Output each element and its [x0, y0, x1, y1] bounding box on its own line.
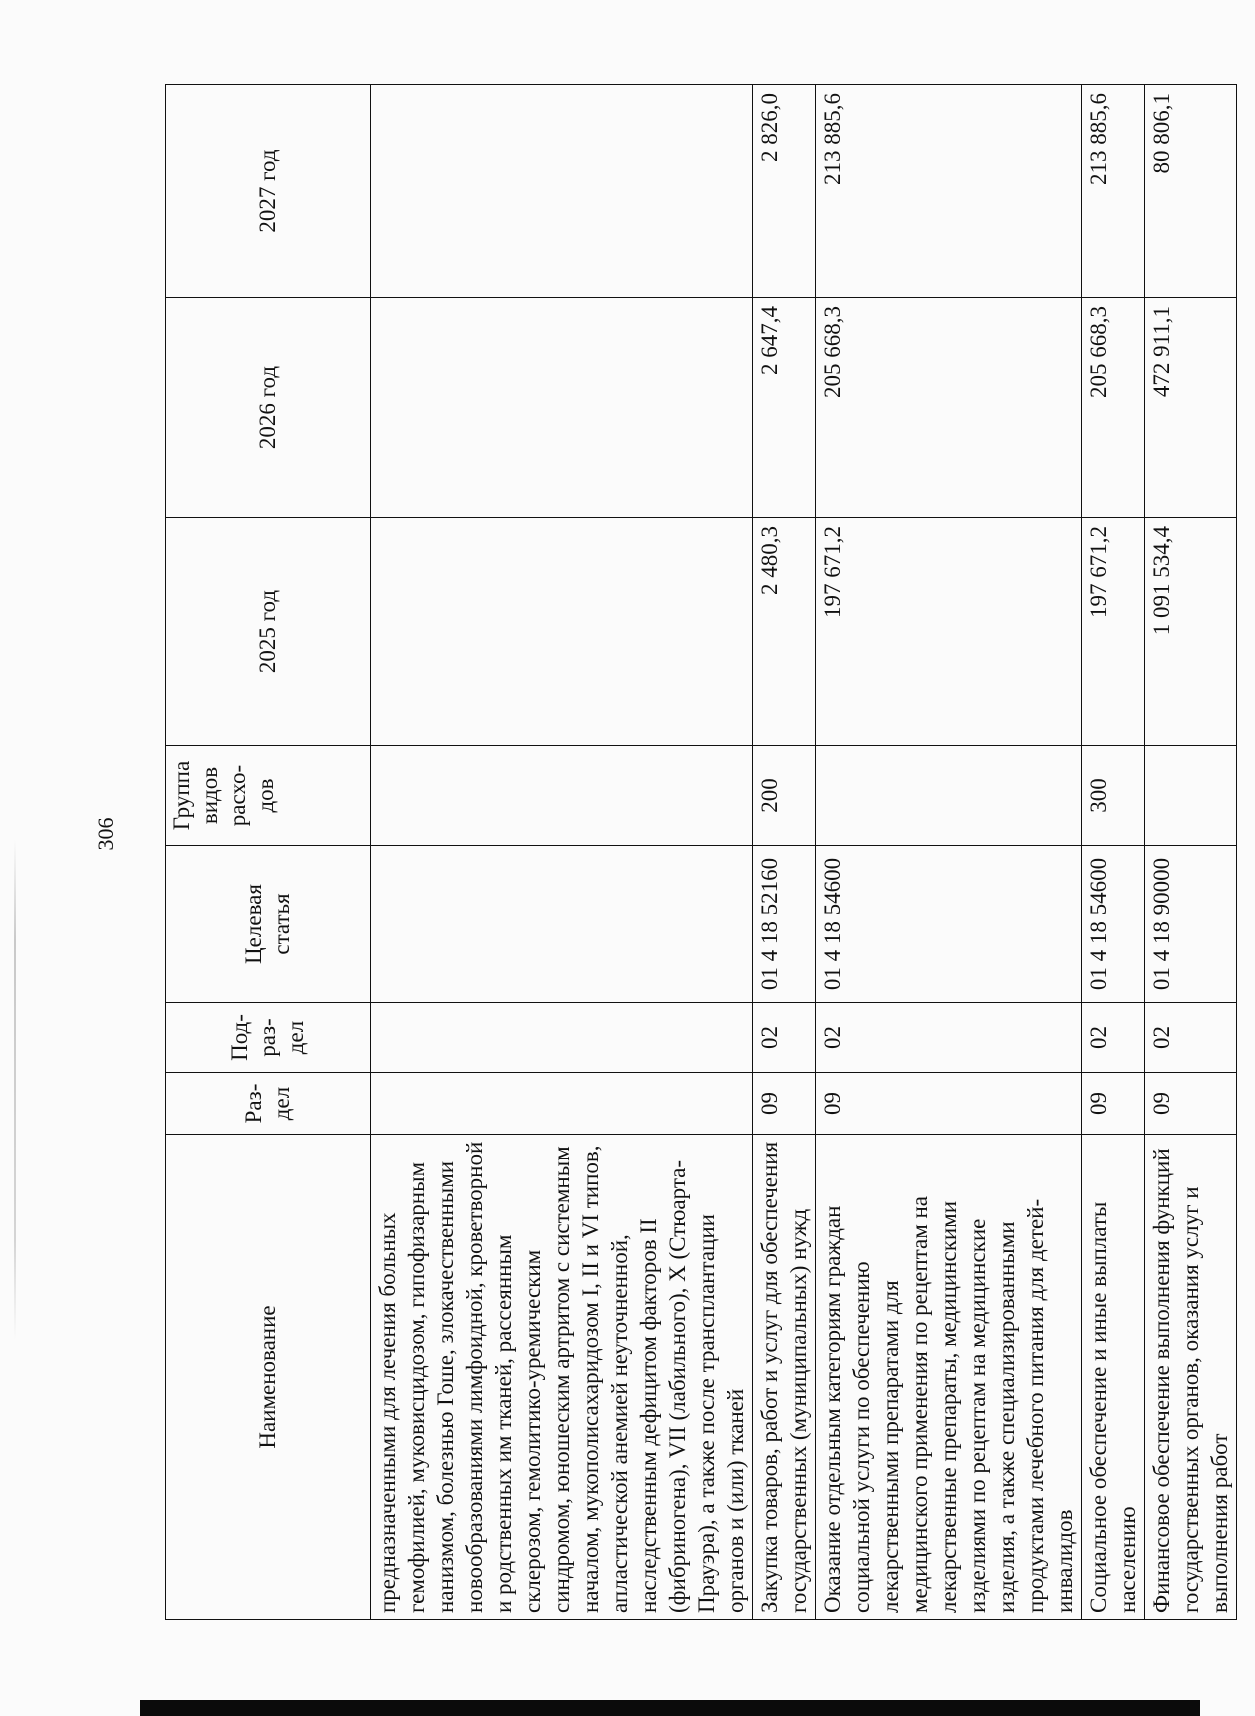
row-target	[371, 846, 753, 1003]
row-2027: 80 806,1	[1145, 85, 1237, 298]
row-name: Оказание отдельным категориям граждан социальной услуги по обеспечению лекарственными препаратами для медицинского применения по рецептам на лекарственные препараты, медицинскими изделиями по рецептам на медицинские изделия, а также специализированными продуктами лечебного питания для детей-инвалидов	[816, 1135, 1082, 1620]
row-2026: 205 668,3	[816, 298, 1082, 518]
row-group	[816, 746, 1082, 846]
table-row	[1145, 85, 1237, 1620]
header-name: Наименование	[166, 1135, 371, 1620]
row-2026: 2 647,4	[753, 298, 816, 518]
table-row	[1082, 85, 1145, 1620]
row-2026: 472 911,1	[1145, 298, 1237, 518]
budget-table	[165, 84, 1237, 1620]
row-group: 300	[1082, 746, 1145, 846]
header-razdel: Раз- дел	[166, 1073, 371, 1135]
header-2025: 2025 год	[166, 518, 371, 746]
row-2025: 2 480,3	[753, 518, 816, 746]
row-razdel: 09	[1082, 1073, 1145, 1135]
row-podrazdel: 02	[1082, 1003, 1145, 1073]
header-group: Группа видов расхо- дов	[166, 746, 371, 846]
row-group	[1145, 746, 1237, 846]
row-target: 01 4 18 54600	[1082, 846, 1145, 1003]
header-2027: 2027 год	[166, 85, 371, 298]
header-podrazdel: Под- раз- дел	[166, 1003, 371, 1073]
row-razdel	[371, 1073, 753, 1135]
row-2025: 1 091 534,4	[1145, 518, 1237, 746]
scan-edge	[14, 840, 16, 1340]
row-2027: 213 885,6	[1082, 85, 1145, 298]
row-target: 01 4 18 90000	[1145, 846, 1237, 1003]
row-name: Социальное обеспечение и иные выплаты населению	[1082, 1135, 1145, 1620]
row-2025	[371, 518, 753, 746]
row-name: Финансовое обеспечение выполнения функций государственных органов, оказания услуг и выполнения работ	[1145, 1135, 1237, 1620]
row-2025: 197 671,2	[1082, 518, 1145, 746]
row-target: 01 4 18 54600	[816, 846, 1082, 1003]
row-podrazdel: 02	[753, 1003, 816, 1073]
row-group	[371, 746, 753, 846]
row-2027: 213 885,6	[816, 85, 1082, 298]
row-target: 01 4 18 52160	[753, 846, 816, 1003]
row-razdel: 09	[1145, 1073, 1237, 1135]
row-podrazdel	[371, 1003, 753, 1073]
row-2027: 2 826,0	[753, 85, 816, 298]
row-razdel: 09	[816, 1073, 1082, 1135]
table-header-row	[166, 85, 371, 1620]
row-podrazdel: 02	[1145, 1003, 1237, 1073]
page-number: 306	[93, 817, 118, 851]
row-group: 200	[753, 746, 816, 846]
table-row	[816, 85, 1082, 1620]
row-podrazdel: 02	[816, 1003, 1082, 1073]
table-row	[753, 85, 816, 1620]
header-2026: 2026 год	[166, 298, 371, 518]
rotated-page-content	[165, 85, 1255, 1620]
table-row	[371, 85, 753, 1620]
row-2027	[371, 85, 753, 298]
row-name: предназначенными для лечения больных гемофилией, муковисцидозом, гипофизарным нанизмом, болезнью Гоше, злокачественными новообразованиями лимфоидной, кроветворной и родственных им тканей, рассеянным склерозом, гемолитико-уремическим синдромом, юношеским артритом с системным началом, мукополисахаридозом I, II и VI типов, апластической анемией неуточненной, наследственным дефицитом факторов II (фибриногена), VII (лабильного), X (Стюарта-Прауэра), а также после трансплантации органов и (или) тканей	[371, 1135, 753, 1620]
row-2026	[371, 298, 753, 518]
row-name: Закупка товаров, работ и услуг для обеспечения государственных (муниципальных) нужд	[753, 1135, 816, 1620]
scan-border	[140, 1700, 1200, 1716]
row-2025: 197 671,2	[816, 518, 1082, 746]
header-target: Целевая статья	[166, 846, 371, 1003]
row-2026: 205 668,3	[1082, 298, 1145, 518]
row-razdel: 09	[753, 1073, 816, 1135]
